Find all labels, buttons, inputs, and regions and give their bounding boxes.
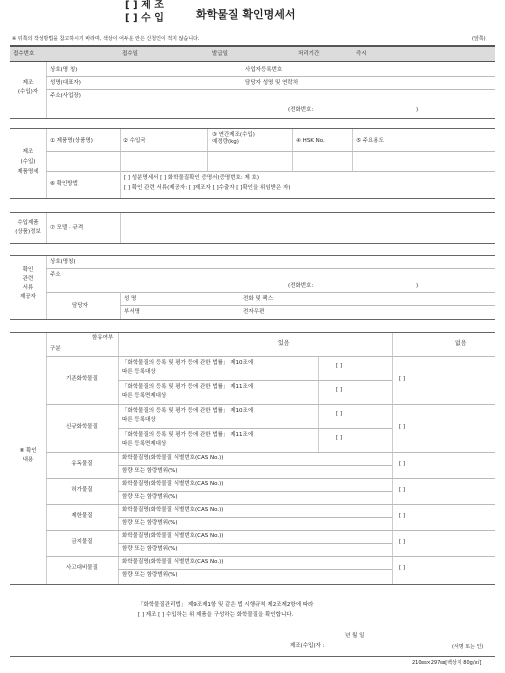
signature-note: (서명 또는 인): [452, 644, 484, 650]
confirm-row-label: 금지물질: [71, 539, 93, 545]
manager-tel-label: 전화 및 팩스: [243, 296, 274, 302]
no-checkbox[interactable]: [ ]: [399, 461, 406, 467]
confirm-row-label: 사고대비물질: [66, 565, 98, 571]
receipt-no-label: 접수번호: [13, 51, 35, 57]
manager-name-label: 성 명: [124, 296, 137, 302]
maker-contact-label: 담당자 성명 및 연락처: [245, 80, 299, 86]
statement-line-1: 「화학물질관리법」 제9조제1항 및 같은 법 시행규칙 제2조제2항에 따라: [138, 602, 314, 608]
statement-line-2[interactable]: [ ] 제조 [ ] 수입하는 위 제품을 구성하는 화학물질을 확인합니다.: [138, 612, 294, 618]
provider-manager-label: 담당자: [72, 303, 88, 309]
import-info-section-label: 수입제품 (상품)정보: [15, 220, 41, 235]
confirm-item-text: 「화학물질의 등록 및 평가 등에 관한 법률」 제10조에 따른 등록대상: [122, 360, 254, 375]
signer-label: 제조(수입)자 :: [290, 643, 325, 649]
confirm-row-label: 제한물질: [71, 513, 93, 519]
cas-name-label: 화학물질명(화학물질 식별번호(CAS No.)): [122, 455, 224, 461]
yes-header: 있음: [278, 340, 290, 347]
title-option-import: [ ] 수 입: [125, 13, 164, 24]
no-checkbox[interactable]: [ ]: [399, 424, 406, 430]
provider-address-label: 주소: [50, 272, 61, 278]
confirm-item-checkbox[interactable]: [ ]: [336, 387, 343, 393]
confirm-row-label: 유독물질: [71, 461, 93, 467]
page-side: (앞쪽): [472, 36, 486, 42]
manager-dept-label: 부서명: [124, 309, 140, 315]
annual-volume-col: ③ 연간제조(수입) 예정량(kg): [212, 132, 255, 145]
confirm-item-text: 「화학물질의 등록 및 평가 등에 관한 법률」 제11조에 따른 등록면제대상: [122, 384, 254, 399]
verify-method-option-1[interactable]: [ ] 성분명세서 [ ] 화학물질확인 증명서(증명번호: 제 호): [124, 175, 259, 181]
maker-name-label: 상호(명 칭): [50, 67, 78, 73]
manager-email-label: 전자우편: [243, 309, 265, 315]
product-section-label: 제조 (수입) 제품명세: [17, 149, 39, 175]
import-country-col: ② 수입국: [123, 138, 146, 144]
no-checkbox[interactable]: [ ]: [399, 487, 406, 493]
instruction-note: ※ 뒤쪽의 작성방법을 참고하시기 바라며, 색상이 어두운 란은 신청인이 적지 않습니다.: [12, 36, 200, 42]
model-spec-label: ⑦ 모델 · 규격: [50, 225, 84, 231]
confirm-row-label: 신규화학물질: [66, 424, 98, 430]
cas-name-label: 화학물질명(화학물질 식별번호(CAS No.)): [122, 481, 224, 487]
type-header: 구분: [50, 346, 61, 352]
no-checkbox[interactable]: [ ]: [399, 376, 406, 382]
provider-phone-label: (전화번호:: [288, 283, 314, 289]
content-range-label: 함량 또는 함량범위(%): [122, 468, 178, 474]
product-name-col: ① 제품명(상품명): [50, 138, 93, 144]
sign-date: 년 월 일: [345, 633, 365, 639]
confirm-item-text: 「화학물질의 등록 및 평가 등에 관한 법률」 제10조에 따른 등록대상: [122, 408, 254, 423]
receipt-date-label: 접수일: [122, 51, 138, 57]
maker-address-label: 주소(사업장): [50, 93, 81, 99]
confirm-item-checkbox[interactable]: [ ]: [336, 411, 343, 417]
provider-name-label: 상호(명칭): [50, 259, 76, 265]
provider-section-label: 확인 관련 서류 제공자: [20, 267, 36, 300]
maker-phone-label: (전화번호:: [288, 107, 314, 113]
content-range-label: 함량 또는 함량범위(%): [122, 546, 178, 552]
confirm-row-label: 허가물질: [71, 487, 93, 493]
title-option-manufacture: [ ] 제 조: [125, 0, 164, 11]
issue-date-label: 발급일: [212, 51, 228, 57]
content-range-label: 함량 또는 함량범위(%): [122, 520, 178, 526]
no-checkbox[interactable]: [ ]: [399, 565, 406, 571]
page-title: 화학물질 확인명세서: [196, 8, 296, 21]
verify-method-label: ⑥ 확인방법: [50, 181, 78, 187]
no-header: 없음: [455, 340, 467, 347]
no-checkbox[interactable]: [ ]: [399, 513, 406, 519]
confirm-section-label: ⑧ 확인 내용: [19, 448, 37, 463]
paper-spec: 210㎜×297㎜[백상지 80g/㎡]: [412, 660, 482, 666]
processing-period-label: 처리기간: [298, 51, 320, 57]
cas-name-label: 화학물질명(화학물질 식별번호(CAS No.)): [122, 559, 224, 565]
main-use-col: ⑤ 주요용도: [356, 138, 384, 144]
confirm-item-text: 「화학물질의 등록 및 평가 등에 관한 법률」 제11조에 따른 등록면제대상: [122, 432, 254, 447]
has-header: 함유여부: [92, 335, 114, 341]
content-range-label: 함량 또는 함량범위(%): [122, 572, 178, 578]
maker-rep-label: 성명(대표자): [50, 80, 81, 86]
confirm-item-checkbox[interactable]: [ ]: [336, 435, 343, 441]
cas-name-label: 화학물질명(화학물질 식별번호(CAS No.)): [122, 533, 224, 539]
hsk-no-col: ④ HSK No.: [296, 138, 325, 144]
confirm-item-checkbox[interactable]: [ ]: [336, 363, 343, 369]
cas-name-label: 화학물질명(화학물질 식별번호(CAS No.)): [122, 507, 224, 513]
no-checkbox[interactable]: [ ]: [399, 539, 406, 545]
maker-reg-no-label: 사업자등록번호: [245, 67, 283, 73]
verify-method-option-2[interactable]: [ ] 확인 관련 서류(제공자: [ ]제조자 [ ]수출자 [ ]확인을 위임받은 자): [124, 185, 291, 191]
maker-section-label: 제조 (수입)자: [17, 80, 39, 95]
confirm-row-label: 기존화학물질: [66, 376, 98, 382]
processing-period-value: 즉시: [356, 51, 367, 57]
content-range-label: 함량 또는 함량범위(%): [122, 494, 178, 500]
